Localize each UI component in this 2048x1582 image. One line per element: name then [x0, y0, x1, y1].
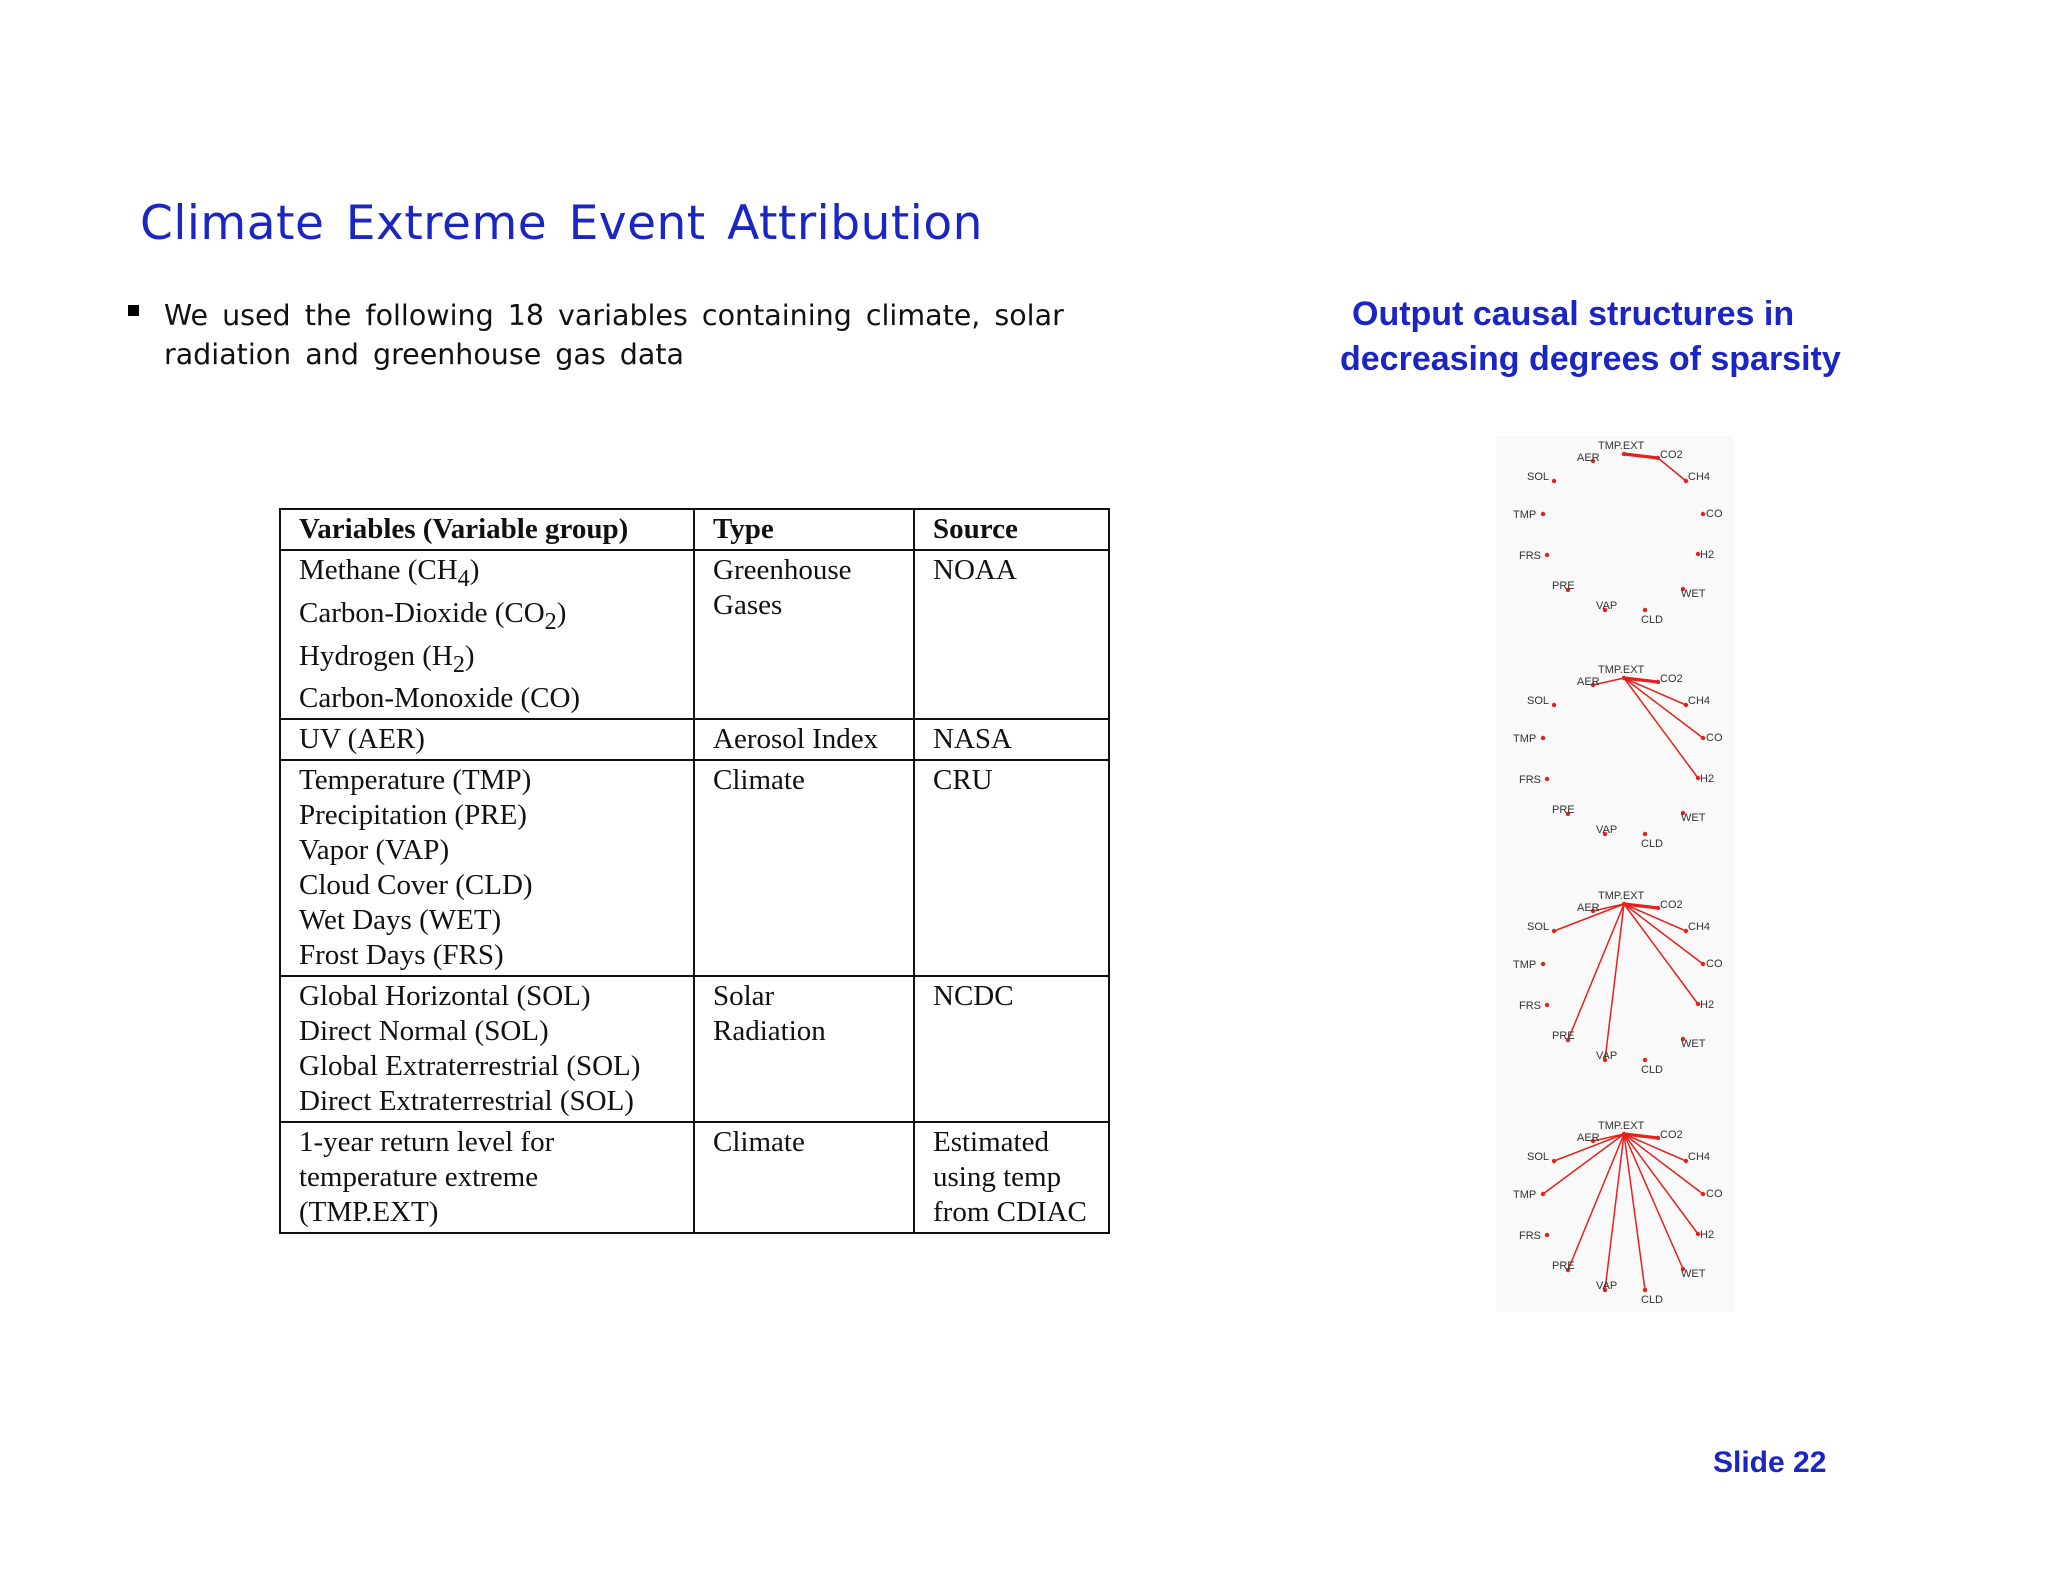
node-dot — [1643, 832, 1647, 836]
node-label: CO2 — [1660, 449, 1683, 461]
variable-name: Hydrogen $(H_2)$ — [299, 639, 475, 678]
edge — [1624, 678, 1703, 738]
edge — [1624, 904, 1703, 964]
type-cell — [694, 550, 914, 719]
source-text: from CDIAC — [933, 1196, 1087, 1229]
variables-cell — [280, 1122, 694, 1233]
node-label: H2 — [1700, 999, 1715, 1011]
node-label: CLD — [1641, 614, 1664, 626]
node-label: SOL — [1527, 921, 1550, 933]
node-dot — [1701, 1192, 1705, 1196]
causal-graph-sparsest — [1513, 440, 1723, 626]
causal-graphs — [1496, 436, 1734, 1312]
node-label: AER — [1577, 1132, 1600, 1144]
node-dot — [1545, 1003, 1549, 1007]
node-label: WET — [1681, 1038, 1706, 1050]
variable-name: UV (AER) — [299, 723, 425, 756]
node-dot — [1541, 962, 1545, 966]
node-label: FRS — [1519, 774, 1541, 786]
node-label: TMP.EXT — [1598, 664, 1645, 676]
edge — [1624, 1134, 1703, 1194]
source-text: CRU — [933, 764, 993, 797]
node-label: SOL — [1527, 471, 1550, 483]
type-text: Solar — [713, 980, 775, 1013]
table-row — [280, 550, 1109, 719]
variable-name: (TMP.EXT) — [299, 1196, 439, 1229]
node-dot — [1545, 553, 1549, 557]
node-dot — [1622, 452, 1626, 456]
header-source: Source — [914, 509, 1109, 550]
type-cell — [694, 719, 914, 760]
graphs-caption — [1340, 292, 1920, 382]
node-label: AER — [1577, 676, 1600, 688]
node-label: CO — [1706, 732, 1723, 744]
node-dot — [1541, 1192, 1545, 1196]
variables-cell — [280, 976, 694, 1122]
type-text: Radiation — [713, 1015, 826, 1048]
type-cell — [694, 760, 914, 976]
node-label: CO2 — [1660, 899, 1683, 911]
node-label: H2 — [1700, 1229, 1715, 1241]
source-cell — [914, 1122, 1109, 1233]
source-text: NASA — [933, 723, 1012, 756]
node-label: CH4 — [1688, 1151, 1711, 1163]
node-dot — [1622, 676, 1626, 680]
variable-name: Wet Days (WET) — [299, 904, 502, 937]
variable-name: Methane $(CH_4)$ — [299, 554, 480, 592]
node-dot — [1701, 512, 1705, 516]
variable-name: Direct Extraterrestrial (SOL) — [299, 1085, 634, 1118]
node-dot — [1545, 777, 1549, 781]
node-label: FRS — [1519, 1230, 1541, 1242]
variable-name: Temperature (TMP) — [299, 764, 532, 797]
node-label: CLD — [1641, 1294, 1664, 1306]
node-label: TMP — [1513, 959, 1537, 971]
node-label: H2 — [1700, 773, 1715, 785]
edge — [1624, 904, 1698, 1004]
variable-name: Direct Normal (SOL) — [299, 1015, 549, 1048]
node-dot — [1622, 902, 1626, 906]
node-dot — [1552, 703, 1556, 707]
variable-name: Precipitation (PRE) — [299, 799, 527, 832]
node-label: FRS — [1519, 550, 1541, 562]
node-dot — [1541, 512, 1545, 516]
node-label: CLD — [1641, 1064, 1664, 1076]
node-label: CH4 — [1688, 921, 1711, 933]
header-variables: Variables (Variable group) — [280, 509, 694, 550]
slide-title: Climate Extreme Event Attribution — [140, 196, 983, 251]
node-label: PRE — [1552, 1030, 1575, 1042]
node-label: TMP.EXT — [1598, 440, 1645, 452]
variable-name: 1-year return level for — [299, 1126, 555, 1159]
node-dot — [1643, 1288, 1647, 1292]
variable-name: Carbon-Monoxide (CO) — [299, 682, 581, 715]
node-label: TMP — [1513, 509, 1537, 521]
graphs-caption-line-2: decreasing degrees of sparsity — [1340, 340, 1841, 378]
causal-graph-denser — [1513, 890, 1723, 1076]
variable-name: Carbon-Dioxide $(CO_2)$ — [299, 596, 567, 635]
node-label: PRE — [1552, 1260, 1575, 1272]
variable-name: Cloud Cover (CLD) — [299, 869, 533, 902]
node-label: WET — [1681, 812, 1706, 824]
source-cell — [914, 976, 1109, 1122]
node-label: CO — [1706, 958, 1723, 970]
node-label: CO — [1706, 1188, 1723, 1200]
table-row — [280, 760, 1109, 976]
node-label: VAP — [1596, 824, 1618, 836]
source-cell — [914, 719, 1109, 760]
type-text: Aerosol Index — [713, 723, 879, 756]
node-dot — [1701, 736, 1705, 740]
source-text: Estimated — [933, 1126, 1049, 1159]
node-label: VAP — [1596, 600, 1618, 612]
node-label: PRE — [1552, 580, 1575, 592]
type-cell — [694, 976, 914, 1122]
edge — [1624, 678, 1698, 778]
node-label: WET — [1681, 588, 1706, 600]
variables-table — [279, 508, 1110, 1234]
node-dot — [1643, 1058, 1647, 1062]
causal-graph-densest — [1513, 1120, 1723, 1306]
node-dot — [1643, 608, 1647, 612]
variable-name: Global Extraterrestrial (SOL) — [299, 1050, 641, 1083]
type-text: Climate — [713, 1126, 805, 1159]
node-label: TMP.EXT — [1598, 1120, 1645, 1132]
type-text: Climate — [713, 764, 805, 797]
node-label: CO2 — [1660, 673, 1683, 685]
node-label: SOL — [1527, 695, 1550, 707]
node-label: CLD — [1641, 838, 1664, 850]
header-type: Type — [694, 509, 914, 550]
node-dot — [1545, 1233, 1549, 1237]
node-label: CO — [1706, 508, 1723, 520]
node-label: CH4 — [1688, 695, 1711, 707]
node-label: TMP — [1513, 733, 1537, 745]
node-dot — [1552, 479, 1556, 483]
edge — [1658, 458, 1686, 481]
type-text: Gases — [713, 589, 783, 621]
table-row — [280, 719, 1109, 760]
variables-cell — [280, 719, 694, 760]
variables-cell — [280, 550, 694, 719]
node-label: WET — [1681, 1268, 1706, 1280]
variable-name: Vapor (VAP) — [299, 834, 450, 867]
bullet-text: We used the following 18 variables containing climate, solar radiation and greenhouse gas data — [164, 299, 1064, 371]
table-header-row — [280, 509, 1109, 550]
variable-name: Global Horizontal (SOL) — [299, 980, 591, 1013]
node-dot — [1701, 962, 1705, 966]
table-row — [280, 976, 1109, 1122]
type-cell — [694, 1122, 914, 1233]
source-cell — [914, 760, 1109, 976]
source-text: using temp — [933, 1161, 1062, 1194]
node-label: AER — [1577, 902, 1600, 914]
node-label: TMP — [1513, 1189, 1537, 1201]
node-label: VAP — [1596, 1050, 1618, 1062]
node-label: TMP.EXT — [1598, 890, 1645, 902]
source-text: NOAA — [933, 554, 1017, 586]
node-dot — [1541, 736, 1545, 740]
node-label: PRE — [1552, 804, 1575, 816]
node-label: AER — [1577, 452, 1600, 464]
type-text: Greenhouse — [713, 554, 852, 586]
node-label: CO2 — [1660, 1129, 1683, 1141]
node-label: VAP — [1596, 1280, 1618, 1292]
node-label: FRS — [1519, 1000, 1541, 1012]
table-row — [280, 1122, 1109, 1233]
square-bullet-icon — [128, 305, 139, 316]
slide-number: Slide 22 — [1713, 1446, 1827, 1479]
variable-name: temperature extreme — [299, 1161, 539, 1194]
source-text: NCDC — [933, 980, 1014, 1013]
node-dot — [1622, 1132, 1626, 1136]
node-label: H2 — [1700, 549, 1715, 561]
source-cell — [914, 550, 1109, 719]
node-label: CH4 — [1688, 471, 1711, 483]
node-dot — [1552, 1159, 1556, 1163]
node-label: SOL — [1527, 1151, 1550, 1163]
causal-graph-sparse — [1513, 664, 1723, 850]
node-dot — [1552, 929, 1556, 933]
variable-name: Frost Days (FRS) — [299, 939, 504, 972]
edge — [1624, 454, 1658, 458]
graphs-caption-line-1: Output causal structures in — [1352, 295, 1795, 333]
variables-cell — [280, 760, 694, 976]
